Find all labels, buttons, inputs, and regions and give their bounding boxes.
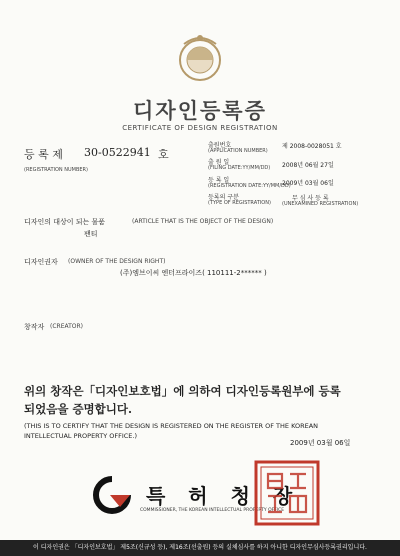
filing-date-label: 출 원 일 [208, 159, 230, 166]
registration-type-label-en: (TYPE OF REGISTRATION) [208, 200, 271, 206]
statement-kr-line1: 위의 창작은「디자인보호법」에 의하여 디자인등록원부에 등록 [24, 384, 341, 398]
registration-type-label: 등록의 구분 [208, 194, 239, 201]
article-value: 팬티 [84, 230, 98, 238]
owner-label-en: (OWNER OF THE DESIGN RIGHT) [68, 258, 166, 265]
article-label-en: (ARTICLE THAT IS THE OBJECT OF THE DESIGN) [132, 218, 274, 225]
application-number-value: 제 2008-0028051 호 [282, 143, 342, 150]
registration-label: 등 록 제 [24, 148, 63, 161]
statement-en-line1: (THIS IS TO CERTIFY THAT THE DESIGN IS REGISTERED ON THE REGISTER OF THE KOREAN [24, 422, 319, 430]
application-number-label: 출원번호 [208, 142, 232, 149]
filing-date-label-en: (FILING DATE:YY/MM/DD) [208, 165, 271, 171]
owner-label: 디자인권자 [24, 258, 58, 266]
issuer-name: 특 허 청 장 [146, 484, 301, 508]
issuer-name-en: COMMISSIONER, THE KOREAN INTELLECTUAL PROPERTY OFFICE [140, 508, 285, 513]
registration-date-label-en: (REGISTRATION DATE:YY/MM/DD) [208, 183, 291, 189]
registration-date-label: 등 록 일 [208, 177, 230, 184]
statement-kr-line2: 되었음을 증명합니다. [24, 402, 132, 416]
registration-suffix: 호 [158, 148, 169, 161]
certificate-subtitle: CERTIFICATE OF DESIGN REGISTRATION [122, 124, 278, 132]
filing-date-value: 2008년 06월 27일 [282, 162, 334, 169]
registration-type-value-en: (UNEXAMINED REGISTRATION) [282, 201, 359, 207]
article-label: 디자인의 대상이 되는 물품 [24, 218, 106, 226]
creator-label-en: (CREATOR) [50, 323, 84, 330]
owner-value: (주)엠브이씨 엔터프라이즈( 110111-2****** ) [120, 269, 267, 277]
registration-type-value: 무 심 사 등 록 [292, 195, 329, 202]
kipo-logo-icon [90, 475, 134, 515]
registration-label-en: (REGISTRATION NUMBER) [24, 167, 88, 173]
issue-date: 2009년 03월 06일 [290, 439, 351, 447]
creator-label: 창작자 [24, 323, 45, 331]
application-number-label-en: (APPLICATION NUMBER) [208, 148, 268, 154]
certificate-title: 디자인등록증 [133, 98, 267, 123]
official-seal-icon [252, 458, 322, 528]
footer-note: 이 디자인권은 「디자인보호법」 제5조(신규성 등), 제16조(선출원) 등의 실체심사를 하지 아니한 디자인무심사등록권리입니다. [0, 540, 400, 556]
statement-en-line2: INTELLECTUAL PROPERTY OFFICE.) [24, 432, 137, 440]
registration-number: 30-0522941 [84, 146, 151, 159]
registration-date-value: 2009년 03월 06일 [282, 180, 334, 187]
government-emblem-icon [172, 30, 228, 86]
